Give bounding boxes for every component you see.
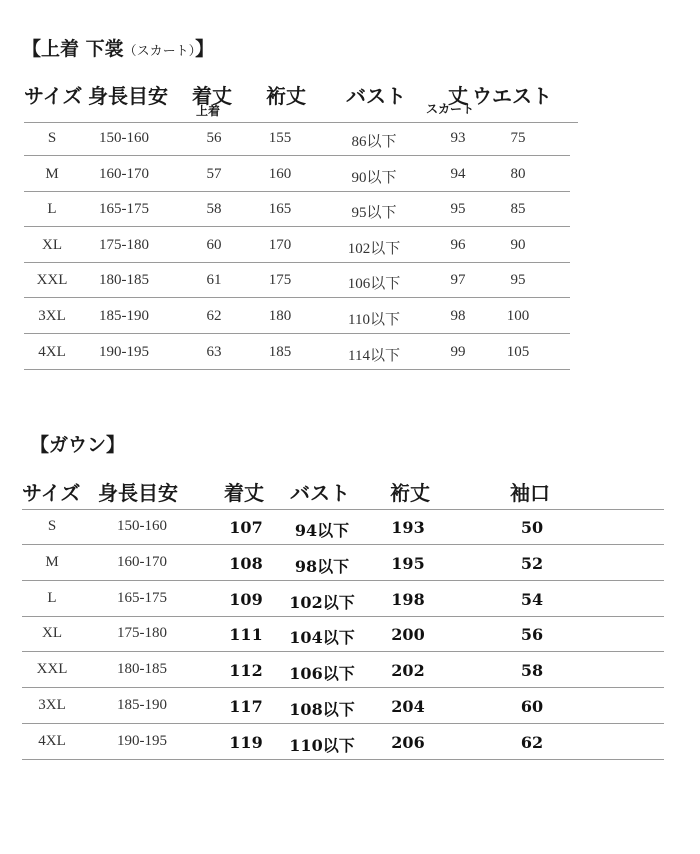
- gown-cell-bust: 110以下: [289, 735, 355, 755]
- top-header-length: 着丈: [192, 84, 232, 108]
- top-cell-size: XXL: [36, 272, 68, 289]
- gown-cell-height: 190-195: [117, 732, 167, 749]
- gown-cell-cuff: 50: [520, 518, 544, 537]
- gown-cell-length: 117: [229, 697, 263, 716]
- top-cell-size: XL: [42, 236, 62, 253]
- gown-cell-length: 119: [229, 732, 263, 752]
- gown-cell-height: 165-175: [117, 589, 167, 606]
- gown-cell-length: 109: [229, 589, 263, 609]
- gown-cell-bust: 94以下: [294, 521, 350, 540]
- top-cell-bust: 110以下: [348, 312, 400, 328]
- row-divider: [22, 616, 664, 617]
- top-header-height: 身長目安: [88, 84, 168, 108]
- gown-cell-sleeve: 195: [391, 553, 425, 573]
- row-divider: [22, 687, 664, 688]
- top-cell-size: M: [45, 165, 59, 182]
- top-cell-height: 190-195: [99, 343, 149, 360]
- row-divider: [24, 155, 570, 156]
- gown-cell-size: S: [47, 518, 57, 534]
- top-cell-bust: 86以下: [351, 134, 397, 150]
- top-cell-length: 60: [206, 236, 222, 253]
- top-cell-length: 56: [206, 130, 222, 146]
- gown-cell-sleeve: 202: [391, 661, 425, 681]
- gown-cell-cuff: 58: [520, 661, 544, 681]
- gown-cell-sleeve: 200: [391, 625, 425, 645]
- top-cell-skirt: 97: [450, 272, 466, 289]
- top-title-end: 】: [195, 38, 215, 60]
- top-cell-sleeve: 170: [268, 236, 292, 253]
- top-cell-height: 160-170: [99, 165, 149, 182]
- row-divider: [22, 759, 664, 760]
- top-cell-sleeve: 185: [268, 343, 292, 360]
- top-header-length-sub: 上着: [196, 104, 221, 118]
- gown-header-sleeve: 裄丈: [390, 481, 430, 505]
- top-cell-skirt: 99: [450, 343, 466, 360]
- top-cell-waist: 75: [510, 130, 526, 146]
- row-divider: [22, 651, 664, 652]
- gown-cell-bust: 106以下: [289, 664, 355, 684]
- gown-cell-cuff: 54: [520, 589, 544, 609]
- top-cell-height: 165-175: [99, 201, 149, 218]
- top-cell-skirt: 94: [450, 165, 466, 182]
- top-cell-length: 57: [206, 165, 222, 182]
- top-cell-length: 62: [206, 308, 222, 324]
- gown-cell-size: 3XL: [38, 697, 66, 713]
- top-cell-skirt: 95: [450, 201, 466, 218]
- top-cell-sleeve: 165: [268, 201, 292, 218]
- gown-cell-length: 107: [229, 518, 263, 537]
- gown-cell-height: 185-190: [117, 697, 167, 713]
- gown-table-title: 【ガウン】: [30, 434, 126, 456]
- gown-cell-bust: 98以下: [294, 556, 350, 576]
- top-header-size: サイズ: [24, 84, 83, 108]
- top-header-sleeve: 裄丈: [266, 84, 306, 108]
- gown-cell-length: 111: [229, 625, 263, 645]
- gown-cell-sleeve: 206: [391, 732, 425, 752]
- top-cell-length: 61: [206, 272, 222, 289]
- row-divider: [24, 369, 570, 370]
- top-cell-bust: 106以下: [347, 276, 401, 293]
- top-title-small: （スカート）: [123, 44, 196, 59]
- gown-cell-height: 180-185: [117, 661, 167, 678]
- top-header-skirt: 丈: [448, 84, 468, 108]
- top-cell-waist: 100: [506, 308, 530, 324]
- top-cell-sleeve: 160: [268, 165, 292, 182]
- top-cell-waist: 80: [510, 165, 526, 182]
- gown-cell-bust: 102以下: [289, 592, 355, 612]
- top-cell-sleeve: 180: [268, 308, 292, 324]
- gown-cell-length: 112: [229, 661, 263, 681]
- top-cell-size: L: [47, 201, 57, 218]
- top-cell-height: 150-160: [99, 130, 149, 146]
- gown-cell-sleeve: 193: [391, 518, 425, 537]
- top-cell-skirt: 96: [450, 236, 466, 253]
- top-cell-bust: 95以下: [351, 205, 397, 222]
- top-title-main: 【上着 下裳: [22, 38, 124, 60]
- top-cell-waist: 85: [510, 201, 526, 218]
- top-cell-length: 58: [206, 201, 222, 218]
- gown-cell-length: 108: [229, 553, 263, 573]
- gown-cell-size: L: [47, 589, 57, 606]
- top-table-title: [22, 34, 214, 61]
- top-cell-waist: 95: [510, 272, 526, 289]
- gown-cell-size: XL: [42, 625, 62, 642]
- gown-header-height: 身長目安: [98, 481, 178, 505]
- gown-cell-sleeve: 198: [391, 589, 425, 609]
- top-header-waist: ウエスト: [472, 84, 552, 108]
- gown-cell-sleeve: 204: [391, 697, 425, 716]
- row-divider: [22, 723, 664, 724]
- top-cell-size: 4XL: [38, 343, 66, 360]
- top-cell-skirt: 93: [450, 130, 466, 146]
- top-cell-height: 185-190: [99, 308, 149, 324]
- gown-cell-height: 150-160: [117, 518, 167, 534]
- gown-cell-size: XXL: [36, 661, 68, 678]
- top-cell-length: 63: [206, 343, 222, 360]
- gown-header-divider: [22, 509, 664, 510]
- top-cell-bust: 90以下: [351, 169, 397, 186]
- top-header-bust: バスト: [346, 84, 406, 108]
- gown-header-length: 着丈: [224, 481, 264, 505]
- gown-header-cuff: 袖口: [510, 481, 550, 505]
- gown-cell-bust: 104以下: [289, 628, 355, 648]
- gown-cell-size: M: [45, 553, 59, 570]
- row-divider: [24, 191, 570, 192]
- top-header-skirt-sub: スカート: [426, 102, 475, 116]
- row-divider: [24, 297, 570, 298]
- gown-cell-cuff: 60: [520, 697, 544, 716]
- top-cell-waist: 105: [506, 343, 530, 360]
- top-cell-size: S: [47, 130, 57, 146]
- top-cell-height: 175-180: [99, 236, 149, 253]
- top-cell-height: 180-185: [99, 272, 149, 289]
- gown-header-bust: バスト: [290, 481, 350, 505]
- row-divider: [24, 226, 570, 227]
- row-divider: [22, 544, 664, 545]
- gown-cell-size: 4XL: [38, 732, 66, 749]
- gown-cell-bust: 108以下: [289, 700, 355, 719]
- gown-header-size: サイズ: [22, 481, 81, 505]
- top-cell-size: 3XL: [38, 308, 66, 324]
- top-cell-bust: 114以下: [348, 347, 400, 364]
- gown-cell-cuff: 52: [520, 553, 544, 573]
- row-divider: [24, 262, 570, 263]
- top-cell-waist: 90: [510, 236, 526, 253]
- top-cell-skirt: 98: [450, 308, 466, 324]
- gown-cell-cuff: 56: [520, 625, 544, 645]
- top-cell-bust: 102以下: [347, 240, 401, 257]
- top-cell-sleeve: 175: [268, 272, 292, 289]
- top-cell-sleeve: 155: [268, 130, 292, 146]
- row-divider: [24, 333, 570, 334]
- gown-cell-height: 175-180: [117, 625, 167, 642]
- gown-cell-cuff: 62: [520, 732, 544, 752]
- top-header-divider: [24, 122, 578, 123]
- gown-cell-height: 160-170: [117, 553, 167, 570]
- row-divider: [22, 580, 664, 581]
